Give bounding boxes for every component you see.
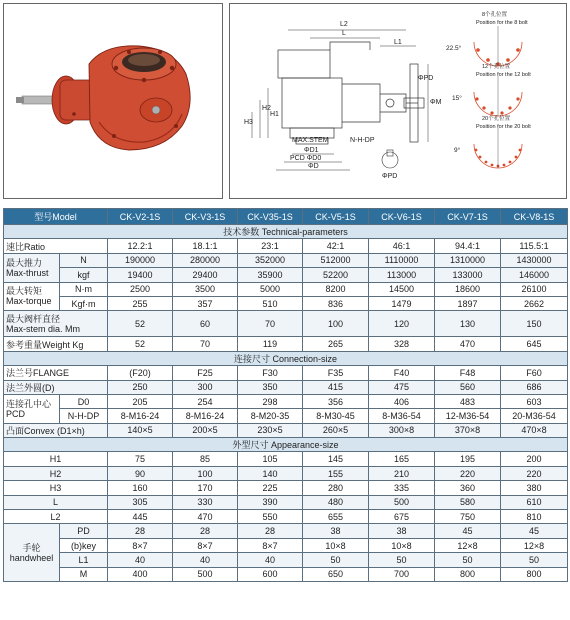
table-cell: 280000	[173, 253, 238, 267]
table-cell: 155	[303, 466, 369, 480]
table-cell: 12×8	[501, 538, 568, 552]
table-cell: 265	[303, 337, 369, 351]
row-label: Max-stem dia. Mm	[6, 323, 81, 334]
table-cell: 352000	[238, 253, 303, 267]
table-cell: 1430000	[501, 253, 568, 267]
table-cell: 105	[238, 452, 303, 466]
table-cell: 146000	[501, 268, 568, 282]
product-photo-frame	[3, 3, 223, 199]
table-cell: 200×5	[173, 423, 238, 437]
table-cell: 8-M16-24	[173, 409, 238, 423]
row-label-handwheel	[4, 524, 60, 582]
table-cell: 2662	[501, 296, 568, 310]
unit-cell: kgf	[60, 268, 108, 282]
table-cell: F35	[303, 366, 369, 380]
table-cell: 50	[369, 553, 435, 567]
row-label: 连接孔中心	[6, 398, 52, 409]
header-col: CK-V2-1S	[108, 209, 173, 225]
dim-pcd: PCD ΦD0	[290, 155, 322, 162]
angle-9: 9°	[454, 147, 461, 154]
table-row	[4, 423, 568, 437]
bolt20-label-cn: 20个孔位置	[482, 116, 511, 122]
table-row	[4, 409, 568, 423]
table-cell: 100	[303, 311, 369, 337]
row-label: 最大转矩	[6, 286, 43, 297]
table-cell: 28	[173, 524, 238, 538]
table-cell: 133000	[435, 268, 501, 282]
table-cell: 510	[238, 296, 303, 310]
table-cell: 380	[501, 481, 568, 495]
table-cell: 40	[238, 553, 303, 567]
table-cell: 8-M20-35	[238, 409, 303, 423]
table-row	[4, 337, 568, 351]
table-cell: 165	[369, 452, 435, 466]
table-cell: 1110000	[369, 253, 435, 267]
bolt20-label-en: Position for the 20 bolt	[476, 124, 531, 130]
unit-cell: M	[60, 567, 108, 581]
row-label: 速比Ratio	[4, 239, 108, 253]
table-cell: 94.4:1	[435, 239, 501, 253]
table-cell: 8-M36-54	[369, 409, 435, 423]
table-cell: 1897	[435, 296, 501, 310]
table-cell: 85	[173, 452, 238, 466]
table-cell: 550	[238, 510, 303, 524]
table-cell: 250	[108, 380, 173, 394]
table-cell: 360	[435, 481, 501, 495]
table-cell: 357	[173, 296, 238, 310]
dim-l1: L1	[394, 39, 402, 46]
dim-l: L	[342, 30, 346, 37]
row-label: 参考重量Weight Kg	[4, 337, 108, 351]
bolt8-label-en: Position for the 8 bolt	[476, 20, 528, 26]
table-cell: 610	[501, 495, 568, 509]
table-cell: 140×5	[108, 423, 173, 437]
table-cell: 356	[303, 394, 369, 408]
table-cell: 700	[369, 567, 435, 581]
table-cell: 1310000	[435, 253, 501, 267]
table-cell: 225	[238, 481, 303, 495]
technical-drawing-frame	[229, 3, 567, 199]
table-cell: 512000	[303, 253, 369, 267]
table-cell: 52	[108, 311, 173, 337]
dim-ndp: N-H-DP	[350, 137, 375, 144]
table-cell: 38	[369, 524, 435, 538]
table-cell: 580	[435, 495, 501, 509]
section-technical: 技术参数 Technical-parameters	[4, 225, 568, 239]
table-cell: 113000	[369, 268, 435, 282]
table-row	[4, 481, 568, 495]
gearbox-photo	[4, 4, 222, 198]
row-label-torque	[4, 282, 60, 311]
table-cell: 810	[501, 510, 568, 524]
unit-cell: (b)key	[60, 538, 108, 552]
table-cell: 8×7	[238, 538, 303, 552]
table-cell: 330	[173, 495, 238, 509]
table-cell: 70	[238, 311, 303, 337]
row-label-stem	[4, 311, 108, 337]
table-cell: 254	[173, 394, 238, 408]
dim-pd: ΦPD	[418, 75, 434, 82]
table-cell: 140	[238, 466, 303, 480]
section-appearance: 外型尺寸 Appearance-size	[4, 438, 568, 452]
table-cell: 328	[369, 337, 435, 351]
table-cell: 470×8	[501, 423, 568, 437]
dim-h3: H3	[244, 119, 253, 126]
header-col: CK-V35-1S	[238, 209, 303, 225]
dim-pd-shaft: ΦPD	[382, 173, 398, 180]
table-cell: 75	[108, 452, 173, 466]
table-cell: 400	[108, 567, 173, 581]
table-cell: 836	[303, 296, 369, 310]
table-cell: 10×8	[303, 538, 369, 552]
table-cell: 42:1	[303, 239, 369, 253]
row-label: 最大推力	[6, 257, 43, 268]
table-cell: 415	[303, 380, 369, 394]
spec-table	[3, 208, 568, 582]
table-cell: 406	[369, 394, 435, 408]
table-cell: 210	[369, 466, 435, 480]
bolt8-label-cn: 8个孔位置	[482, 12, 508, 18]
table-cell: 255	[108, 296, 173, 310]
table-cell: 370×8	[435, 423, 501, 437]
table-cell: F40	[369, 366, 435, 380]
unit-cell: N·m	[60, 282, 108, 296]
dim-d1: ΦD1	[304, 147, 319, 154]
table-row	[4, 553, 568, 567]
table-cell: 115.5:1	[501, 239, 568, 253]
table-cell: 750	[435, 510, 501, 524]
table-cell: 52200	[303, 268, 369, 282]
table-cell: 12.2:1	[108, 239, 173, 253]
table-cell: 500	[369, 495, 435, 509]
row-label: Max-torque	[6, 296, 52, 307]
header-col: CK-V3-1S	[173, 209, 238, 225]
table-cell: 300	[173, 380, 238, 394]
table-row	[4, 282, 568, 296]
table-cell: 220	[435, 466, 501, 480]
table-cell: 12-M36-54	[435, 409, 501, 423]
table-cell: 40	[173, 553, 238, 567]
table-cell: 50	[501, 553, 568, 567]
table-cell: 145	[303, 452, 369, 466]
table-cell: 298	[238, 394, 303, 408]
table-row	[4, 567, 568, 581]
row-label: 手轮	[22, 542, 41, 553]
table-cell: 645	[501, 337, 568, 351]
table-row	[4, 452, 568, 466]
table-cell: F25	[173, 366, 238, 380]
table-cell: 18600	[435, 282, 501, 296]
table-cell: 8×7	[108, 538, 173, 552]
row-label: 法兰外圆(D)	[4, 380, 108, 394]
unit-cell: L1	[60, 553, 108, 567]
table-cell: 8200	[303, 282, 369, 296]
table-cell: 120	[369, 311, 435, 337]
table-row	[4, 366, 568, 380]
table-cell: 305	[108, 495, 173, 509]
table-cell: 52	[108, 337, 173, 351]
table-cell: 3500	[173, 282, 238, 296]
unit-cell: N	[60, 253, 108, 267]
table-cell: 28	[238, 524, 303, 538]
unit-cell: N-H-DP	[60, 409, 108, 423]
table-cell: 190000	[108, 253, 173, 267]
table-row	[4, 510, 568, 524]
table-row	[4, 311, 568, 337]
table-row	[4, 296, 568, 310]
table-cell: F60	[501, 366, 568, 380]
table-cell: 29400	[173, 268, 238, 282]
dimension-drawing	[230, 4, 566, 198]
angle-15: 15°	[452, 95, 462, 102]
table-cell: 350	[238, 380, 303, 394]
bolt12-label-en: Position for the 12 bolt	[476, 72, 531, 78]
table-cell: 20-M36-54	[501, 409, 568, 423]
row-label: L	[4, 495, 108, 509]
angle-22-5: 22.5°	[446, 45, 462, 52]
table-row	[4, 466, 568, 480]
table-row	[4, 253, 568, 267]
table-cell: 335	[369, 481, 435, 495]
row-label-pcd	[4, 394, 60, 423]
dim-h2: H2	[262, 105, 271, 112]
table-cell: 470	[435, 337, 501, 351]
section-row	[4, 225, 568, 239]
table-cell: 10×8	[369, 538, 435, 552]
table-cell: 23:1	[238, 239, 303, 253]
table-cell: 90	[108, 466, 173, 480]
row-label: 法兰号FLANGE	[4, 366, 108, 380]
table-cell: 205	[108, 394, 173, 408]
table-cell: 2500	[108, 282, 173, 296]
row-label: handwheel	[9, 552, 54, 563]
section-connection: 连接尺寸 Connection-size	[4, 351, 568, 365]
table-cell: 686	[501, 380, 568, 394]
table-cell: 18.1:1	[173, 239, 238, 253]
table-cell: 60	[173, 311, 238, 337]
table-row	[4, 495, 568, 509]
row-label-thrust	[4, 253, 60, 282]
unit-cell: D0	[60, 394, 108, 408]
table-cell: 230×5	[238, 423, 303, 437]
table-cell: 390	[238, 495, 303, 509]
row-label: Max-thrust	[6, 267, 49, 278]
header-col: CK-V6-1S	[369, 209, 435, 225]
table-row	[4, 239, 568, 253]
table-cell: 70	[173, 337, 238, 351]
dim-m: ΦM	[430, 99, 442, 106]
table-cell: 800	[435, 567, 501, 581]
table-cell: 483	[435, 394, 501, 408]
table-cell: 170	[173, 481, 238, 495]
table-cell: 12×8	[435, 538, 501, 552]
table-cell: 200	[501, 452, 568, 466]
table-cell: 603	[501, 394, 568, 408]
table-cell: 445	[108, 510, 173, 524]
table-cell: 45	[501, 524, 568, 538]
table-row	[4, 380, 568, 394]
table-cell: 475	[369, 380, 435, 394]
table-cell: 8-M16-24	[108, 409, 173, 423]
table-cell: 50	[435, 553, 501, 567]
table-header-row	[4, 209, 568, 225]
row-label: 凸面Convex (D1×h)	[4, 423, 108, 437]
header-col: CK-V8-1S	[501, 209, 568, 225]
dim-h1: H1	[270, 111, 279, 118]
table-cell: F48	[435, 366, 501, 380]
table-cell: 160	[108, 481, 173, 495]
table-row	[4, 394, 568, 408]
unit-cell: PD	[60, 524, 108, 538]
table-cell: 26100	[501, 282, 568, 296]
table-cell: 14500	[369, 282, 435, 296]
table-cell: 480	[303, 495, 369, 509]
unit-cell: Kgf·m	[60, 296, 108, 310]
table-row	[4, 268, 568, 282]
table-cell: 40	[108, 553, 173, 567]
table-cell: 19400	[108, 268, 173, 282]
table-cell: 150	[501, 311, 568, 337]
table-cell: 45	[435, 524, 501, 538]
table-cell: 130	[435, 311, 501, 337]
table-cell: 470	[173, 510, 238, 524]
dim-max-stem: MAX.STEM	[292, 137, 329, 144]
table-cell: 8-M30-45	[303, 409, 369, 423]
table-cell: 50	[303, 553, 369, 567]
section-row	[4, 351, 568, 365]
dim-d: ΦD	[308, 163, 319, 170]
table-cell: 650	[303, 567, 369, 581]
header-col: CK-V5-1S	[303, 209, 369, 225]
table-cell: 46:1	[369, 239, 435, 253]
header-col: CK-V7-1S	[435, 209, 501, 225]
section-row	[4, 438, 568, 452]
table-cell: 5000	[238, 282, 303, 296]
table-cell: 119	[238, 337, 303, 351]
row-label: H1	[4, 452, 108, 466]
table-cell: 560	[435, 380, 501, 394]
bolt12-label-cn: 12个孔位置	[482, 64, 511, 70]
table-cell: 500	[173, 567, 238, 581]
table-cell: 28	[108, 524, 173, 538]
row-label: H3	[4, 481, 108, 495]
table-cell: 675	[369, 510, 435, 524]
table-cell: 260×5	[303, 423, 369, 437]
table-cell: 220	[501, 466, 568, 480]
table-cell: 8×7	[173, 538, 238, 552]
table-cell: 1479	[369, 296, 435, 310]
table-row	[4, 524, 568, 538]
table-cell: F30	[238, 366, 303, 380]
table-cell: 300×8	[369, 423, 435, 437]
table-cell: 800	[501, 567, 568, 581]
table-cell: 38	[303, 524, 369, 538]
row-label: 最大阀杆直径	[6, 313, 61, 324]
table-cell: 35900	[238, 268, 303, 282]
dim-l2: L2	[340, 21, 348, 28]
table-cell: 100	[173, 466, 238, 480]
row-label: L2	[4, 510, 108, 524]
table-cell: (F20)	[108, 366, 173, 380]
table-row	[4, 538, 568, 552]
table-cell: 600	[238, 567, 303, 581]
table-cell: 195	[435, 452, 501, 466]
table-cell: 280	[303, 481, 369, 495]
table-cell: 655	[303, 510, 369, 524]
row-label: PCD	[6, 408, 26, 419]
header-model: 型号Model	[4, 209, 108, 225]
row-label: H2	[4, 466, 108, 480]
